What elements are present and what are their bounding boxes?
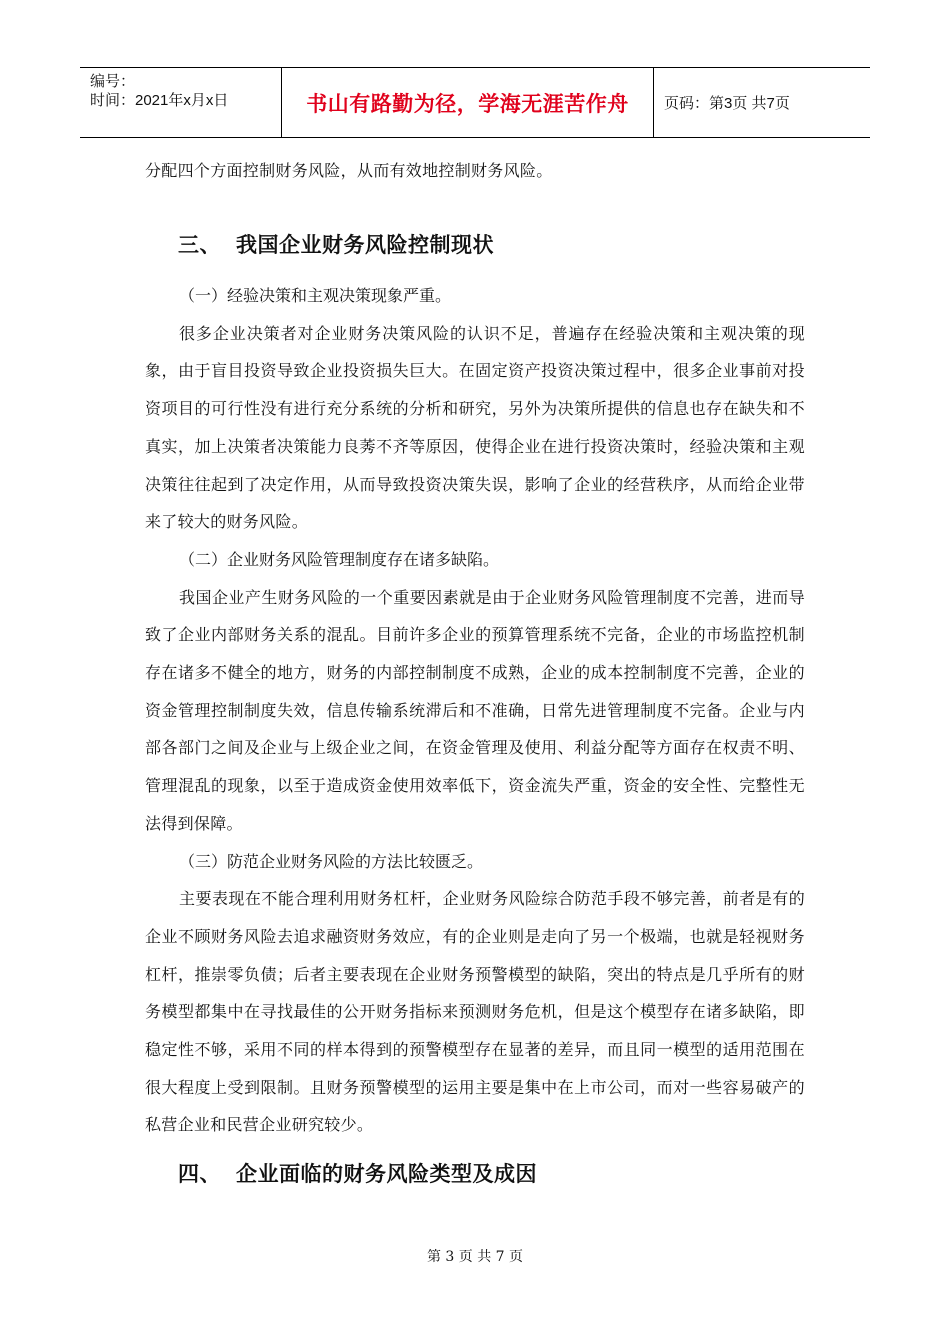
subsection-3-heading: （三）防范企业财务风险的方法比较匮乏。 xyxy=(179,851,484,871)
subsection-2-heading: （二）企业财务风险管理制度存在诸多缺陷。 xyxy=(179,549,500,569)
section-3-number: 三、 xyxy=(178,233,221,257)
subsection-3-paragraph: 主要表现在不能合理利用财务杠杆，企业财务风险综合防范手段不够完善，前者是有的企业不顾财务风险去追求融资财务效应，有的企业则是走向了另一个极端，也就是轻视财务杠杆，推崇零负债；后者主要表现在企业财务预警模型的缺陷，突出的特点是几乎所有的财务模型都集中在寻找最佳的公开财务指标来预测财务危机，但是这个模型存在诸多缺陷，即稳定性不够，采用不同的样本得到的预警模型存在显著的差异，而且同一模型的适用范围在很大程度上受到限制。且财务预警模型的运用主要是集中在上市公司，而对一些容易破产的私营企业和民营企业研究较少。 xyxy=(145,889,805,1135)
section-3-title: 我国企业财务风险控制现状 xyxy=(236,233,494,257)
subsection-1-heading: （一）经验决策和主观决策现象严重。 xyxy=(179,286,452,305)
header-motto: 书山有路勤为径，学海无涯苦作舟 xyxy=(281,68,654,137)
document-time-label: 时间：2021年x月x日 xyxy=(90,92,229,109)
page-footer: 第 3 页 共 7 页 xyxy=(426,1249,524,1265)
section-3-body xyxy=(145,277,805,1144)
section-4-heading xyxy=(178,1158,537,1188)
intro-paragraph: 分配四个方面控制财务风险，从而有效地控制财务风险。 xyxy=(145,161,553,180)
section-4-title: 企业面临的财务风险类型及成因 xyxy=(236,1162,537,1186)
intro-block xyxy=(145,152,805,190)
subsection-2-paragraph: 我国企业产生财务风险的一个重要因素就是由于企业财务风险管理制度不完善，进而导致了企业内部财务关系的混乱。目前许多企业的预算管理系统不完备，企业的市场监控机制存在诸多不健全的地方，财务的内部控制制度不成熟，企业的成本控制制度不完善，企业的资金管理控制制度失效，信息传输系统滞后和不准确，日常先进管理制度不完备。企业与内部各部门之间及企业与上级企业之间，在资金管理及使用、利益分配等方面存在权责不明、管理混乱的现象，以至于造成资金使用效率低下，资金流失严重，资金的安全性、完整性无法得到保障。 xyxy=(145,587,805,833)
section-4-number: 四、 xyxy=(178,1162,221,1186)
header-page-number: 页码：第3页 共7页 xyxy=(664,95,790,112)
page-header xyxy=(80,67,870,138)
document-number-label: 编号： xyxy=(90,73,136,90)
subsection-1-paragraph: 很多企业决策者对企业财务决策风险的认识不足，普遍存在经验决策和主观决策的现象，由于盲目投资导致企业投资损失巨大。在固定资产投资决策过程中，很多企业事前对投资项目的可行性没有进行充分系统的分析和研究，另外为决策所提供的信息也存在缺失和不真实，加上决策者决策能力良莠不齐等原因，使得企业在进行投资决策时，经验决策和主观决策往往起到了决定作用，从而导致投资决策失误，影响了企业的经营秩序，从而给企业带来了较大的财务风险。 xyxy=(145,323,805,532)
header-meta xyxy=(80,68,281,137)
section-3-heading xyxy=(178,229,494,259)
